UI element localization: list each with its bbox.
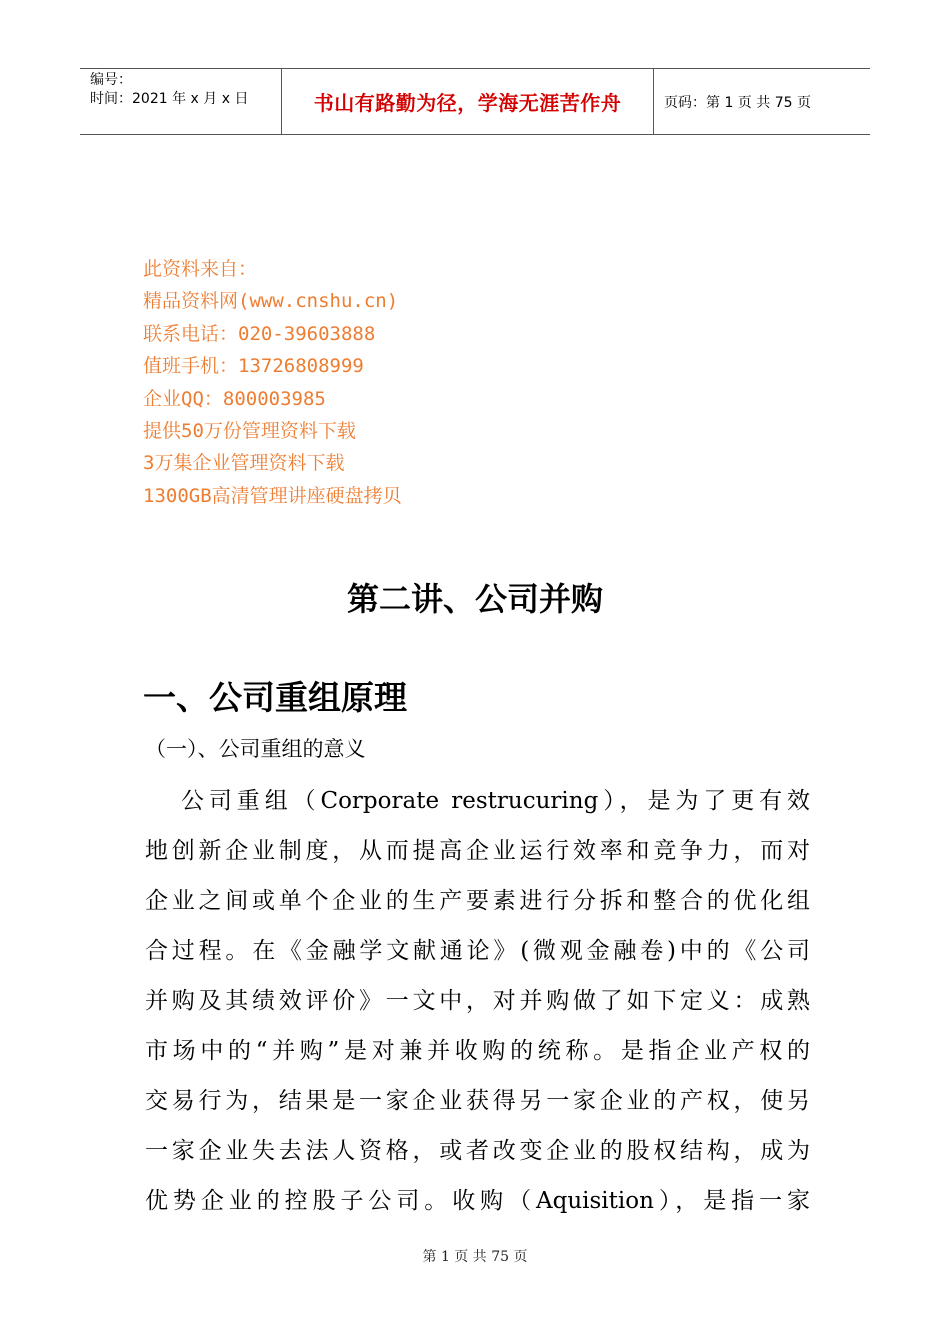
header-middle-cell — [281, 69, 654, 134]
document-date: 时间：2021 年 x 月 x 日 — [90, 91, 249, 107]
page-footer: 第 1 页 共 75 页 — [422, 1249, 528, 1265]
paragraph-line: 地创新企业制度，从而提高企业运行效率和竞争力，而对 — [145, 838, 810, 864]
body-paragraph — [145, 776, 810, 1226]
promo-line: 精品资料网(www.cnshu.cn) — [143, 290, 399, 313]
promo-line: 值班手机：13726808999 — [143, 355, 364, 378]
promo-line: 3万集企业管理资料下载 — [143, 452, 345, 475]
paragraph-line: 并购及其绩效评价》一文中，对并购做了如下定义：成熟 — [145, 988, 810, 1014]
promo-line: 此资料来自： — [143, 258, 258, 280]
promo-line: 提供50万份管理资料下载 — [143, 420, 356, 443]
header-right-cell — [654, 69, 870, 134]
promo-block — [143, 253, 402, 512]
section-heading: 一、公司重组原理 — [143, 678, 407, 717]
paragraph-line: 市场中的“并购”是对兼并收购的统称。是指企业产权的 — [145, 1038, 810, 1064]
promo-line: 企业QQ：800003985 — [143, 387, 326, 410]
paragraph-line: 优势企业的控股子公司。收购（Aquisition），是指一家 — [145, 1188, 810, 1214]
paragraph-line: 交易行为，结果是一家企业获得另一家企业的产权，使另 — [145, 1088, 810, 1114]
document-number-label: 编号： — [90, 72, 132, 88]
document-title: 第二讲、公司并购 — [346, 580, 603, 618]
header-motto: 书山有路勤为径，学海无涯苦作舟 — [313, 91, 622, 115]
header-page-info: 页码：第 1 页 共 75 页 — [664, 94, 811, 111]
header-left-cell — [80, 69, 281, 134]
paragraph-line: 一家企业失去法人资格，或者改变企业的股权结构，成为 — [145, 1138, 810, 1164]
paragraph-line: 企业之间或单个企业的生产要素进行分拆和整合的优化组 — [145, 888, 810, 914]
promo-line: 1300GB高清管理讲座硬盘拷贝 — [143, 484, 402, 507]
page-header — [80, 68, 870, 135]
subsection-heading: （一）、公司重组的意义 — [145, 737, 366, 761]
paragraph-line: 公司重组（Corporate restrucuring），是为了更有效 — [181, 788, 810, 814]
promo-line: 联系电话：020-39603888 — [143, 322, 376, 345]
paragraph-line: 合过程。在《金融学文献通论》(微观金融卷)中的《公司 — [145, 938, 810, 964]
